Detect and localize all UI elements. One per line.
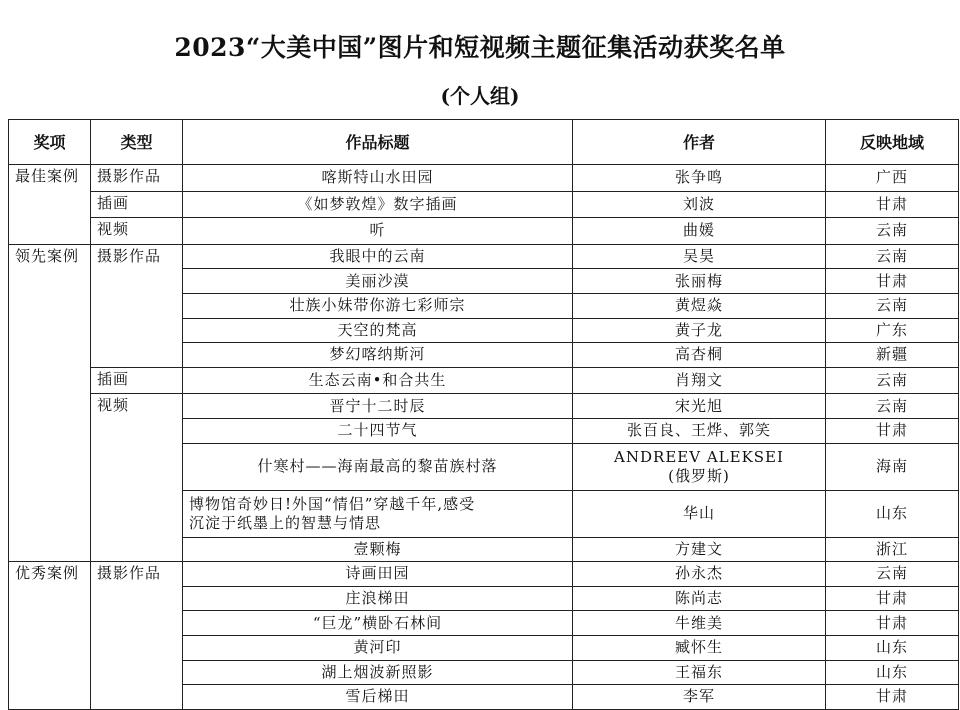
header-region: 反映地域 [826,120,959,165]
region-cell: 山东 [826,660,959,685]
region-cell: 新疆 [826,343,959,368]
title-cell: 《如梦敦煌》数字插画 [183,191,573,218]
table-row [9,165,959,192]
header-type: 类型 [91,120,183,165]
author-country-line: (俄罗斯) [668,466,730,485]
title-cell: 晋宁十二时辰 [183,394,573,419]
title-cell: 我眼中的云南 [183,244,573,269]
table-row [9,367,959,394]
author-cell: 张争鸣 [573,165,826,192]
title-cell: 二十四节气 [183,418,573,443]
title-cell: 诗画田园 [183,562,573,587]
author-cell: 陈尚志 [573,586,826,611]
category-cell: 最佳案例 [9,165,91,245]
region-cell: 甘肃 [826,611,959,636]
region-cell: 云南 [826,394,959,419]
table-row [9,244,959,269]
category-cell: 领先案例 [9,244,91,561]
awards-table [8,119,959,710]
region-cell: 甘肃 [826,269,959,294]
type-cell: 摄影作品 [91,562,183,710]
table-header-row [9,120,959,165]
type-cell: 视频 [91,394,183,562]
region-cell: 云南 [826,367,959,394]
author-cell: 孙永杰 [573,562,826,587]
author-cell: 李军 [573,685,826,710]
title-cell: 天空的梵高 [183,318,573,343]
region-cell: 广东 [826,318,959,343]
author-cell: 高杏桐 [573,343,826,368]
type-cell: 插画 [91,367,183,394]
region-cell: 云南 [826,293,959,318]
author-cell: 方建文 [573,537,826,562]
title-cell [183,490,573,537]
header-title: 作品标题 [183,120,573,165]
author-cell: 臧怀生 [573,635,826,660]
title-cell: 听 [183,218,573,245]
region-cell: 广西 [826,165,959,192]
title-cell: 梦幻喀纳斯河 [183,343,573,368]
title-cell: 壮族小妹带你游七彩师宗 [183,293,573,318]
region-cell: 海南 [826,443,959,490]
title-line-1: 博物馆奇妙日!外国“情侣”穿越千年,感受 [189,494,476,513]
table-row [9,394,959,419]
author-cell: 华山 [573,490,826,537]
title-cell: 黄河印 [183,635,573,660]
author-cell: 肖翔文 [573,367,826,394]
region-cell: 云南 [826,244,959,269]
category-cell: 优秀案例 [9,562,91,710]
author-cell: 张百良、王烨、郭笑 [573,418,826,443]
author-cell: 王福东 [573,660,826,685]
page-title: 2023“大美中国”图片和短视频主题征集活动获奖名单 [174,33,786,62]
region-cell: 甘肃 [826,586,959,611]
region-cell: 云南 [826,562,959,587]
title-cell: 美丽沙漠 [183,269,573,294]
region-cell: 甘肃 [826,685,959,710]
title-line-2: 沉淀于纸墨上的智慧与情思 [189,513,382,532]
author-cell: 黄煜焱 [573,293,826,318]
author-cell: 黄子龙 [573,318,826,343]
region-cell: 山东 [826,490,959,537]
title-cell: 什寒村——海南最高的黎苗族村落 [183,443,573,490]
author-cell: 牛维美 [573,611,826,636]
author-cell [573,443,826,490]
region-cell: 云南 [826,218,959,245]
title-cell: 喀斯特山水田园 [183,165,573,192]
table-row [9,191,959,218]
region-cell: 甘肃 [826,418,959,443]
type-cell: 视频 [91,218,183,245]
region-cell: 甘肃 [826,191,959,218]
title-cell: 雪后梯田 [183,685,573,710]
type-cell: 插画 [91,191,183,218]
author-name-line: ANDREEV ALEKSEI [614,447,784,466]
type-cell: 摄影作品 [91,244,183,367]
title-cell: 生态云南•和合共生 [183,367,573,394]
author-cell: 张丽梅 [573,269,826,294]
page-subtitle: (个人组) [440,84,520,108]
region-cell: 浙江 [826,537,959,562]
title-cell: “巨龙”横卧石林间 [183,611,573,636]
header-category: 奖项 [9,120,91,165]
author-cell: 曲媛 [573,218,826,245]
title-cell: 庄浪梯田 [183,586,573,611]
author-cell: 吴昊 [573,244,826,269]
title-cell: 湖上烟波新照影 [183,660,573,685]
table-row [9,218,959,245]
author-cell: 宋光旭 [573,394,826,419]
title-cell: 壹颗梅 [183,537,573,562]
header-author: 作者 [573,120,826,165]
author-cell: 刘波 [573,191,826,218]
region-cell: 山东 [826,635,959,660]
table-row [9,562,959,587]
type-cell: 摄影作品 [91,165,183,192]
